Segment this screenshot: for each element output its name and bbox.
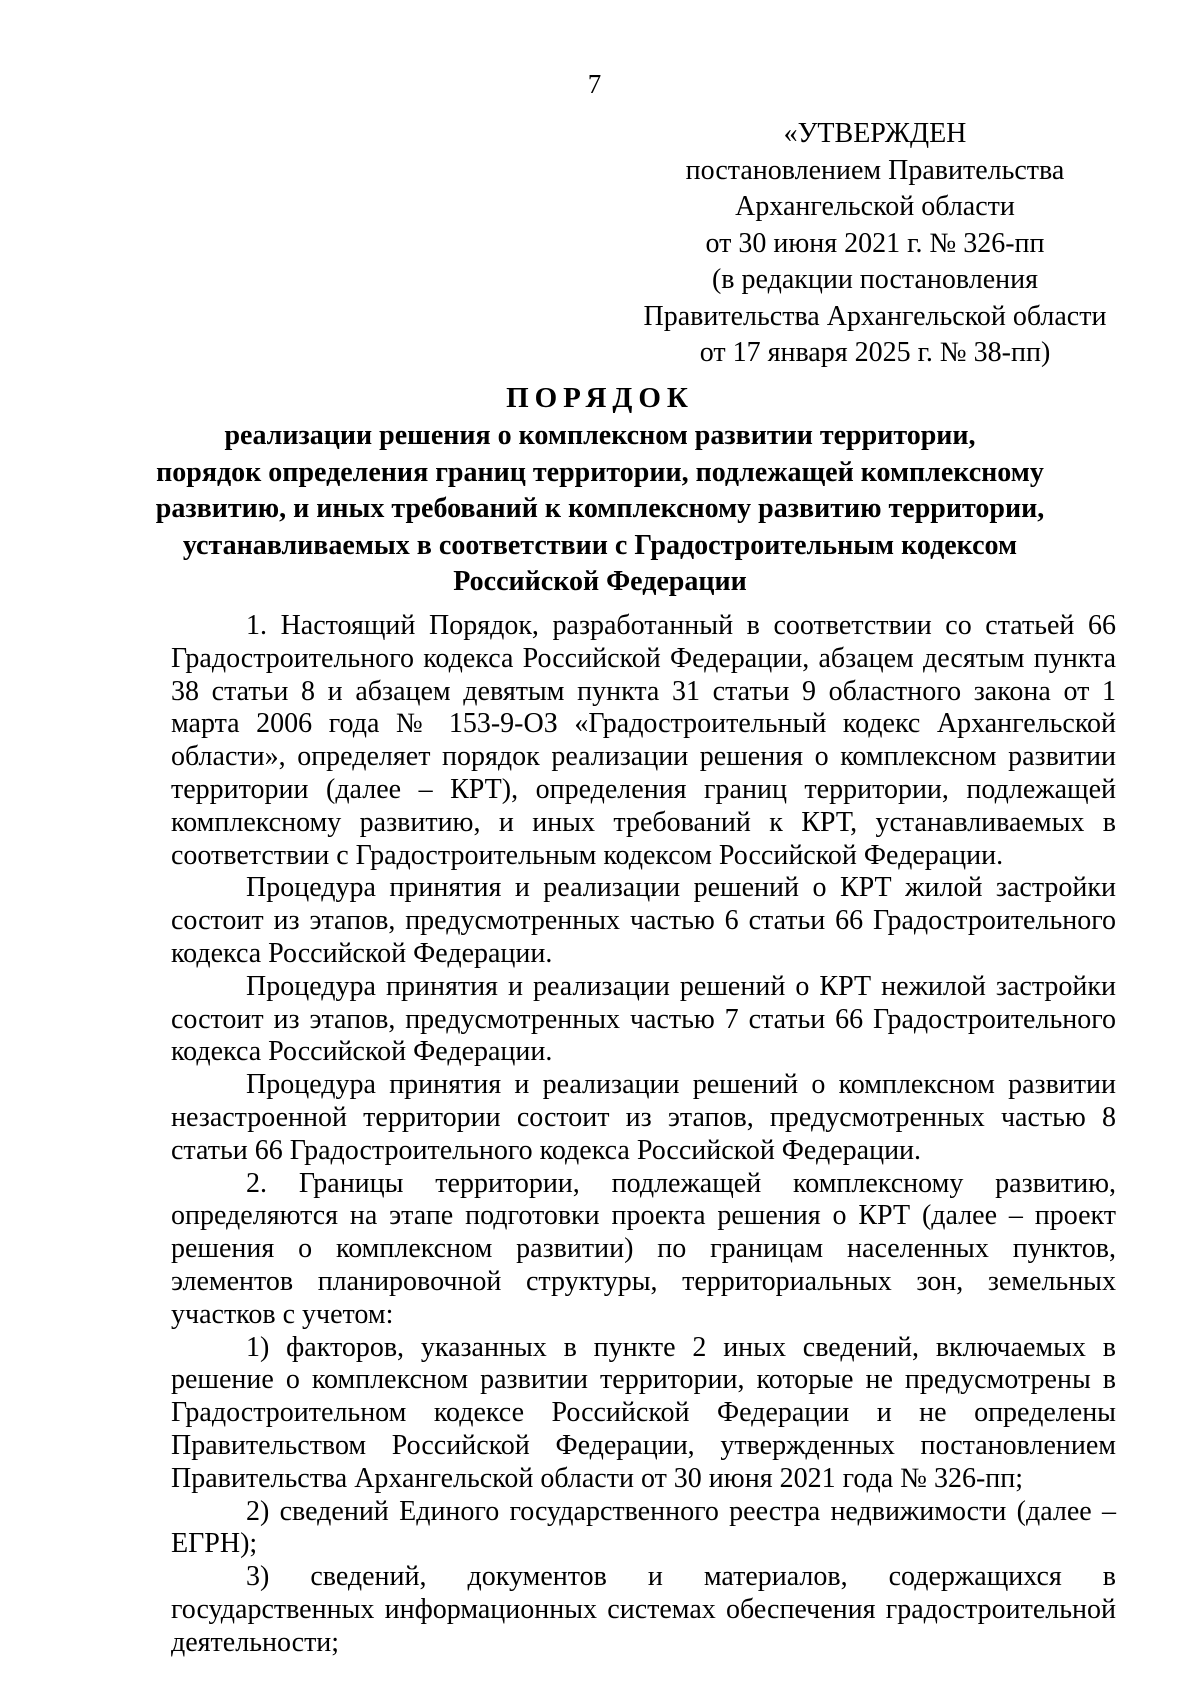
paragraph-nonresidential-procedure: Процедура принятия и реализации решений о КРТ нежилой застройки состоит из этапов, предусмотренных частью 7 статьи 66 Градостроительного кодекса Российской Федерации.: [171, 970, 1116, 1068]
document-title: ПОРЯДОК: [506, 382, 694, 414]
subtitle-line: устанавливаемых в соответствии с Градостроительным кодексом: [182, 529, 1018, 561]
document-body: [171, 610, 1116, 1660]
page-number: 7: [587, 69, 602, 99]
subtitle-line: реализации решения о комплексном развитии территории,: [224, 420, 976, 451]
approval-block: [640, 116, 1110, 372]
paragraph-residential-procedure: Процедура принятия и реализации решений о КРТ жилой застройки состоит из этапов, предусмотренных частью 6 статьи 66 Градостроительного кодекса Российской Федерации.: [171, 872, 1116, 969]
approval-line: (в редакции постановления: [711, 264, 1039, 295]
approval-line: Правительства Архангельской области: [643, 300, 1107, 332]
approval-line: от 17 января 2025 г. № 38-пп): [699, 337, 1051, 368]
paragraph-subitem-3: 3) сведений, документов и материалов, содержащихся в государственных информационных системах обеспечения градостроительной деятельности;: [171, 1561, 1116, 1658]
paragraph-subitem-2: 2) сведений Единого государственного реестра недвижимости (далее – ЕГРН);: [171, 1495, 1116, 1560]
approval-line: Архангельской области: [735, 191, 1015, 222]
approval-line: от 30 июня 2021 г. № 326-пп: [705, 227, 1045, 259]
paragraph-item-1: 1. Настоящий Порядок, разработанный в соответствии со статьей 66 Градостроительного кодекса Российской Федерации, абзацем десятым пункта 38 статьи 8 и абзацем девятым пункта 31 статьи 9 областного закона от 1 марта 2006 года № 153-9-ОЗ «Градостроительный кодекс Архангельской области», определяет порядок реализации решения о комплексном развитии территории (далее – КРТ), определения границ территории, подлежащей комплексному развитию, и иных требований к КРТ, устанавливаемых в соответствии с Градостроительным кодексом Российской Федерации.: [171, 610, 1116, 871]
approval-line: постановлением Правительства: [685, 154, 1065, 186]
paragraph-item-2: 2. Границы территории, подлежащей комплексному развитию, определяются на этапе подготовки проекта решения о КРТ (далее – проект решения о комплексном развитии) по границам населенных пунктов, элементов планировочной структуры, территориальных зон, земельных участков с учетом:: [171, 1167, 1116, 1330]
subtitle-line: порядок определения границ территории, подлежащей комплексному: [156, 456, 1044, 488]
document-subtitle: [150, 418, 1050, 601]
paragraph-subitem-1: 1) факторов, указанных в пункте 2 иных сведений, включаемых в решение о комплексном развитии территории, которые не предусмотрены в Градостроительном кодексе Российской Федерации и не определены Правительством Российской Федерации, утвержденных постановлением Правительства Архангельской области от 30 июня 2021 года № 326-пп;: [171, 1331, 1116, 1494]
subtitle-line: Российской Федерации: [453, 566, 747, 597]
paragraph-undeveloped-procedure: Процедура принятия и реализации решений о комплексном развитии незастроенной территории состоит из этапов, предусмотренных частью 8 статьи 66 Градостроительного кодекса Российской Федерации.: [171, 1069, 1116, 1166]
subtitle-line: развитию, и иных требований к комплексному развитию территории,: [155, 493, 1045, 524]
approval-line: «УТВЕРЖДЕН: [783, 118, 967, 149]
